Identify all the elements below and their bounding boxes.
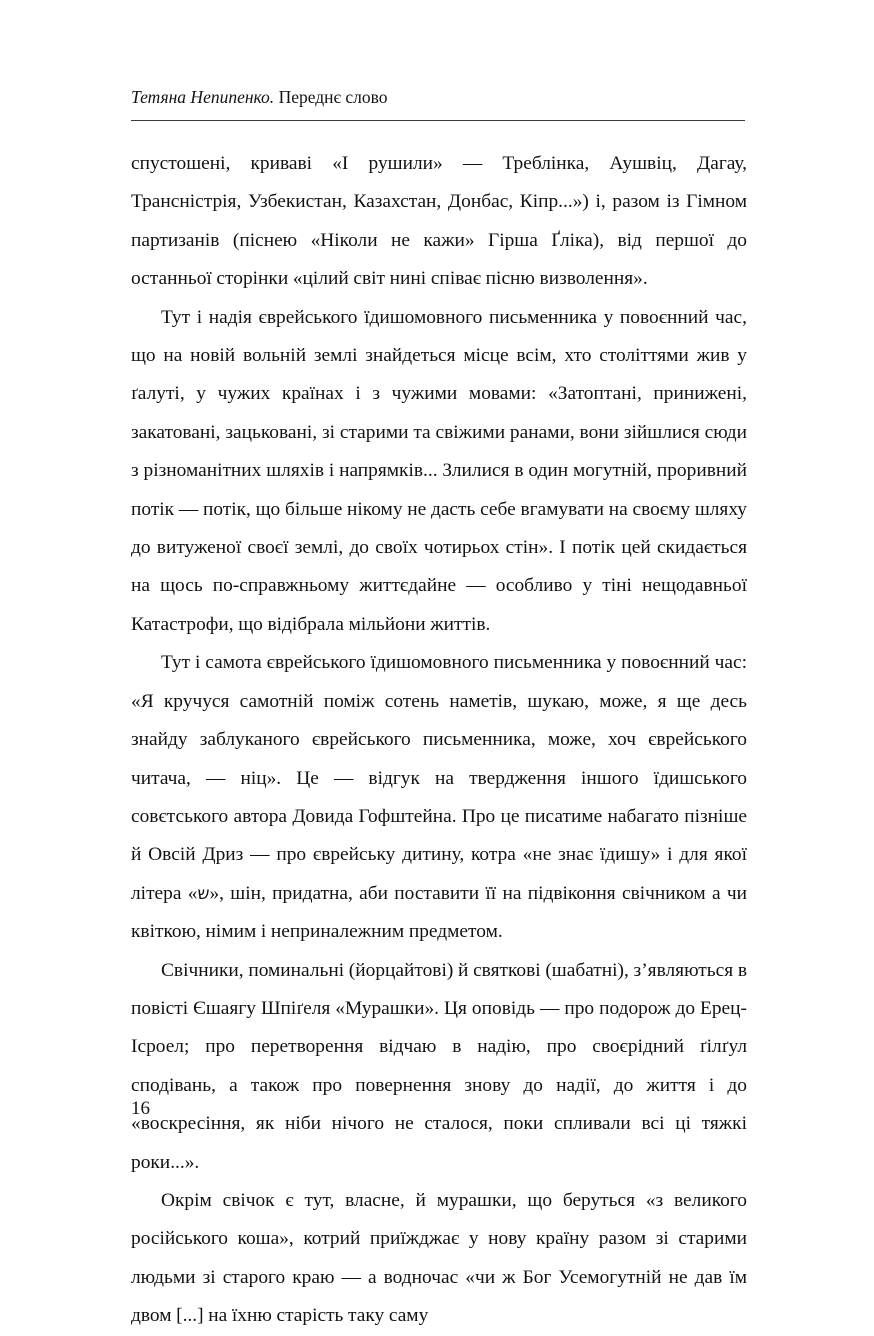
running-head-author: Тетяна Непипенко.: [131, 87, 275, 107]
paragraph-continuation: спустошені, криваві «І рушили» — Треблінка, Аушвіц, Дагау, Трансністрія, Узбекистан, Казахстан, Донбас, Кіпр...») і, разом із Гімном партизанів (піснею «Ніколи не кажи» Гірша Ґліка), від першої до останньої сторінки «цілий світ нині співає пісню визволення».: [131, 153, 747, 290]
hebrew-letter-shin: ש: [197, 883, 210, 904]
header-divider-rule: [131, 120, 745, 121]
page-number: 16: [131, 1098, 150, 1119]
paragraph: Свічники, поминальні (йорцайтові) й святкові (шабатні), з’являються в повісті Єшаягу Шпіґеля «Мурашки». Ця оповідь — про подорож до Ерец-Ісроел; про перетворення відчаю в надію, про своєрідний ґілґул сподівань, а також про повернення знову до надії, до життя і до «воскресіння, як ніби нічого не сталося, поки спливали всі ці тяжкі роки...».: [131, 959, 747, 1173]
paragraph: Тут і надія єврейського їдишомовного письменника у повоєнний час, що на новій вольній землі знайдеться місце всім, хто століттями жив у ґалуті, у чужих країнах і з чужими мовами: «Затоптані, принижені, закатовані, зацьковані, зі старими та свіжими ранами, вони зійшлися сюди з різноманітних шляхів і напрямків... Злилися в один могутній, проривний потік — потік, що більше нікому не дасть себе вгамувати на своєму шляху до витуженої своєї землі, до своїх чотирьох стін». І потік цей скидається на щось по-справжньому життєдайне — особливо у тіні нещодавньої Катастрофи, що відібрала мільйони життів.: [131, 306, 747, 635]
body-text-block: [131, 145, 747, 1336]
paragraph: Окрім свічок є тут, власне, й мурашки, що беруться «з великого російського коша», котрий приїжджає у нову країну разом зі старими людьми зі старого краю — а водночас «чи ж Бог Усемогутній не дав їм двом [...] на їхню старість таку саму: [131, 1189, 747, 1327]
running-head-section: Переднє слово: [278, 87, 388, 107]
running-head: [131, 85, 745, 109]
paragraph: Тут і самота єврейського їдишомовного письменника у повоєнний час: «Я кручуся самотній поміж сотень наметів, шукаю, може, я ще десь знайду заблуканого єврейського письменника, може, хоч єврейського читача, — ніц». Це — відгук на твердження іншого їдишського совєтського автора Довида Гофштейна. Про це писатиме набагато пізніше й Овсій Дриз — про єврейську дитину, котра «не знає їдишу» і для якої літера «ש», шін, придатна, аби поставити її на підвіконня свічником а чи квіткою, німим і неприналежним предметом.: [131, 652, 747, 943]
